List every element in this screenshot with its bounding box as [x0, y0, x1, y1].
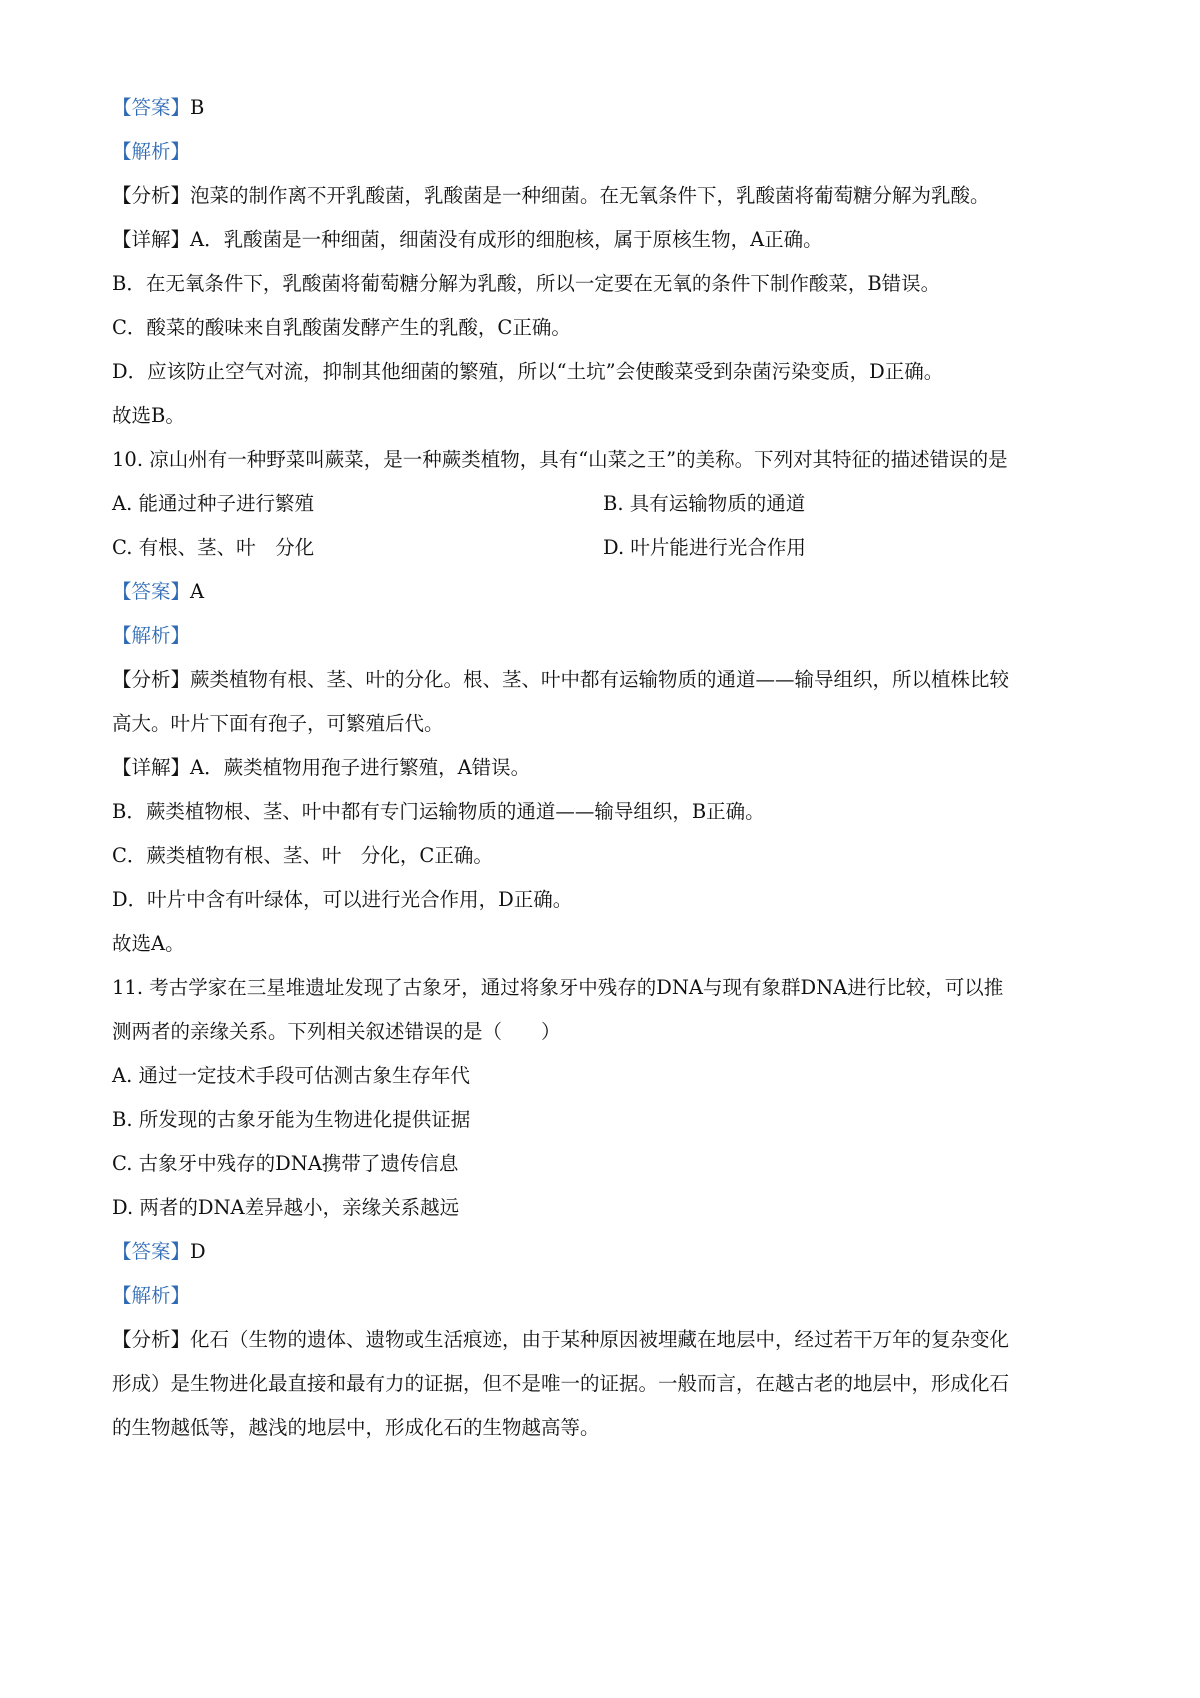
q10-option-a: A. 能通过种子进行繁殖: [112, 492, 314, 515]
q11-option-a: A. 通过一定技术手段可估测古象生存年代: [112, 1064, 470, 1087]
q11-fenxi-line1: 【分析】化石（生物的遗体、遗物或生活痕迹，由于某种原因被埋藏在地层中，经过若干万年的复杂变化: [112, 1328, 1010, 1351]
q9-analysis-tag: 【解析】: [112, 140, 191, 163]
q9-fenxi: 【分析】泡菜的制作离不开乳酸菌，乳酸菌是一种细菌。在无氧条件下，乳酸菌将葡萄糖分解为乳酸。: [112, 184, 990, 207]
q9-answer: [112, 94, 204, 122]
q10-option-b: B. 具有运输物质的通道: [603, 492, 806, 515]
q11-option-b: B. 所发现的古象牙能为生物进化提供证据: [112, 1108, 471, 1131]
q9-detail-d: D．应该防止空气对流，抑制其他细菌的繁殖，所以“土坑”会使酸菜受到杂菌污染变质，D正确。: [112, 360, 944, 383]
q10-answer: [112, 578, 204, 606]
q11-stem-line1: 11. 考古学家在三星堆遗址发现了古象牙，通过将象牙中残存的DNA与现有象群DNA进行比较，可以推: [112, 976, 1004, 999]
q9-conclusion: 故选B。: [112, 404, 185, 427]
q9-detail-a: 【详解】A．乳酸菌是一种细菌，细菌没有成形的细胞核，属于原核生物，A正确。: [112, 228, 823, 251]
q9-detail-b: B．在无氧条件下，乳酸菌将葡萄糖分解为乳酸，所以一定要在无氧的条件下制作酸菜，B错误。: [112, 272, 941, 295]
q11-analysis-tag: 【解析】: [112, 1284, 191, 1307]
q10-fenxi-line2: 高大。叶片下面有孢子，可繁殖后代。: [112, 712, 444, 735]
q10-detail-b: B．蕨类植物根、茎、叶中都有专门运输物质的通道——输导组织，B正确。: [112, 800, 765, 823]
q11-stem-line2: 测两者的亲缘关系。下列相关叙述错误的是（ ）: [112, 1020, 561, 1043]
answer-value: B: [190, 96, 205, 119]
q11-fenxi-line2: 形成）是生物进化最直接和最有力的证据，但不是唯一的证据。一般而言，在越古老的地层中，形成化石: [112, 1372, 1010, 1395]
answer-value: A: [190, 580, 205, 603]
answer-tag: 【答案】: [112, 580, 191, 603]
q10-detail-a: 【详解】A．蕨类植物用孢子进行繁殖，A错误。: [112, 756, 531, 779]
q10-option-d: D. 叶片能进行光合作用: [603, 536, 806, 559]
q10-option-c: C. 有根、茎、叶 分化: [112, 536, 315, 559]
q10-detail-c: C．蕨类植物有根、茎、叶 分化，C正确。: [112, 844, 493, 867]
q10-fenxi-line1: 【分析】蕨类植物有根、茎、叶的分化。根、茎、叶中都有运输物质的通道——输导组织，所以植株比较: [112, 668, 1010, 691]
q10-conclusion: 故选A。: [112, 932, 185, 955]
answer-tag: 【答案】: [112, 1240, 191, 1263]
q11-option-c: C. 古象牙中残存的DNA携带了遗传信息: [112, 1152, 459, 1175]
q10-stem: 10. 凉山州有一种野菜叫蕨菜，是一种蕨类植物，具有“山菜之王”的美称。下列对其特征的描述错误的是: [112, 448, 1008, 471]
q11-fenxi-line3: 的生物越低等，越浅的地层中，形成化石的生物越高等。: [112, 1416, 600, 1439]
q10-detail-d: D．叶片中含有叶绿体，可以进行光合作用，D正确。: [112, 888, 573, 911]
q11-answer: [112, 1238, 206, 1266]
q9-detail-c: C．酸菜的酸味来自乳酸菌发酵产生的乳酸，C正确。: [112, 316, 571, 339]
answer-value: D: [190, 1240, 206, 1263]
q10-analysis-tag: 【解析】: [112, 624, 191, 647]
answer-tag: 【答案】: [112, 96, 191, 119]
q11-option-d: D. 两者的DNA差异越小，亲缘关系越远: [112, 1196, 460, 1219]
